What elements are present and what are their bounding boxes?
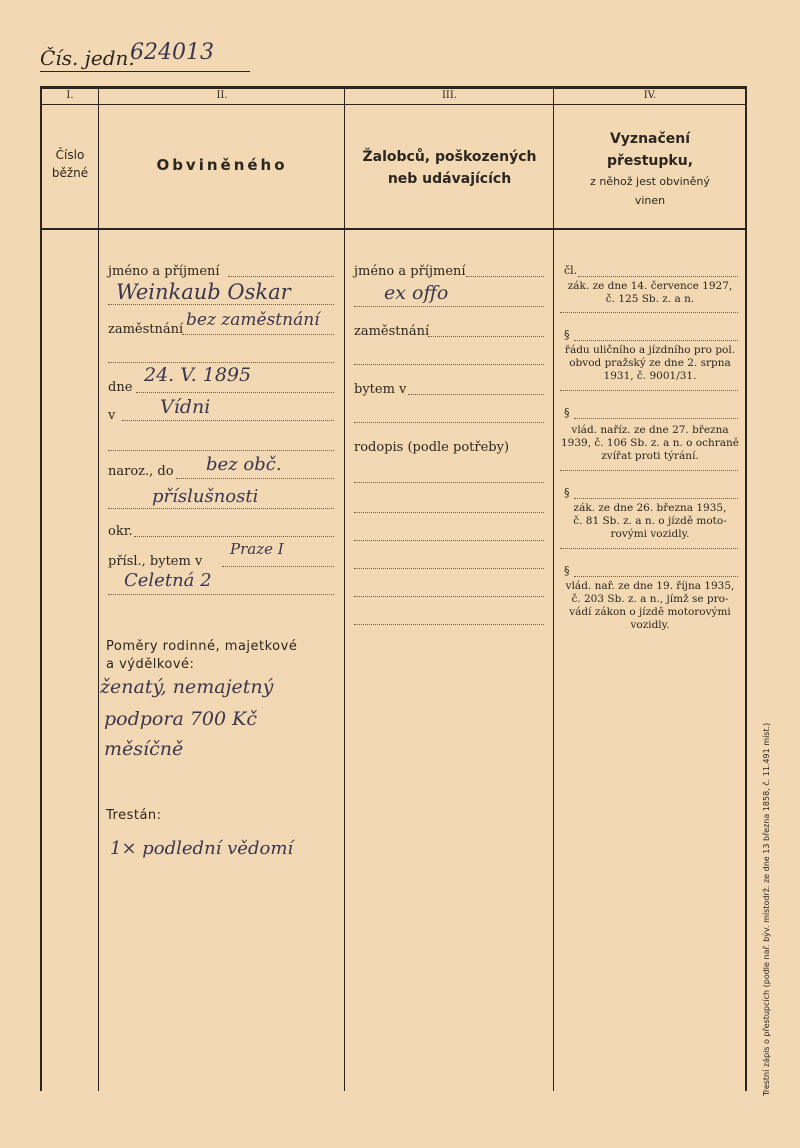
- offence-ref-4: [558, 502, 742, 541]
- offence-ref-2: [558, 344, 742, 383]
- column-3-title-line: Žalobců, poškozených: [362, 149, 537, 165]
- document-number-value: 624013: [130, 40, 214, 65]
- offence-ref-line: č. 203 Sb. z. a n., jímž se pro-: [571, 593, 729, 605]
- offence-section-mark: §: [564, 406, 570, 419]
- column-4-numeral: IV.: [643, 90, 657, 101]
- offence-ref-line: zák. ze dne 14. července 1927,: [567, 280, 733, 292]
- plaintiff-residence-label: bytem v: [354, 382, 407, 397]
- column-1-numeral: I.: [66, 90, 74, 101]
- plaintiff-name-label: jméno a příjmení: [354, 264, 466, 279]
- offence-ref-line: rovými vozidly.: [610, 528, 690, 540]
- accused-family-label-line: a výdělkové:: [106, 657, 195, 672]
- column-4-title-line: vinen: [634, 194, 666, 207]
- accused-place-value: Vídni: [160, 396, 211, 418]
- accused-name-value: Weinkaub Oskar: [116, 280, 291, 304]
- document-number-underline: [40, 71, 250, 72]
- accused-born-value-1: bez obč.: [206, 454, 282, 475]
- offence-ref-line: č. 81 Sb. z. a n. o jízdě moto-: [573, 515, 727, 527]
- column-3-title: [346, 146, 553, 190]
- column-4-title-line: Vyznačení: [609, 131, 691, 147]
- column-3-numeral: III.: [441, 90, 458, 101]
- column-1-title-line: Číslo: [55, 148, 85, 162]
- accused-family-value-2: podpora 700 Kč: [104, 708, 257, 730]
- offence-ref-line: zvířat proti týrání.: [601, 450, 699, 462]
- accused-punished-value: 1× podlední vědomí: [110, 838, 294, 859]
- offence-ref-line: vlád. naříz. ze dne 27. března: [571, 424, 729, 436]
- offence-section-mark: §: [564, 328, 570, 341]
- document-number-label: Čís. jedn.: [40, 46, 135, 70]
- column-2-title: Obviněného: [156, 156, 288, 174]
- offence-ref-line: obvod pražský ze dne 2. srpna: [569, 357, 731, 369]
- column-4-title-line: z něhož jest obviněný: [590, 175, 710, 188]
- offence-section-mark: §: [564, 564, 570, 577]
- offence-section-mark: §: [564, 486, 570, 499]
- accused-residence-value-2: Celetná 2: [124, 570, 212, 591]
- accused-born-label: naroz., do: [108, 464, 174, 479]
- offence-ref-line: vozidly.: [630, 619, 670, 631]
- offence-ref-1: [560, 280, 740, 306]
- offence-article-label: čl.: [564, 264, 578, 277]
- accused-place-label: v: [108, 408, 116, 423]
- accused-district-label: okr.: [108, 524, 133, 539]
- plaintiff-description-label: rodopis (podle potřeby): [354, 440, 510, 455]
- column-4-title-line: přestupku,: [606, 153, 694, 169]
- offence-ref-line: č. 125 Sb. z. a n.: [605, 293, 695, 305]
- offence-ref-line: řádu uličního a jízdního pro pol.: [564, 344, 736, 356]
- side-note-text: Trestní zápis o přestupcích (podle nař. býv. místodrž. ze dne 13 března 1858, č. 11.491 míst.): [762, 722, 771, 1096]
- accused-family-value-1: ženatý, nemajetný: [100, 676, 274, 698]
- plaintiff-occupation-label: zaměstnání: [354, 324, 430, 339]
- offence-ref-5: [558, 580, 742, 632]
- accused-born-value-2: příslušnosti: [152, 486, 259, 507]
- accused-family-label-line: Poměry rodinné, majetkové: [106, 639, 298, 654]
- accused-punished-label: Trestán:: [106, 808, 162, 823]
- document-number: [40, 40, 250, 74]
- accused-family-label: [106, 638, 297, 674]
- accused-date-value: 24. V. 1895: [144, 364, 252, 386]
- plaintiff-name-value: ex offo: [384, 282, 449, 304]
- accused-occupation-label: zaměstnání: [108, 322, 184, 337]
- accused-residence-value-1: Praze I: [230, 540, 284, 558]
- accused-residence-label: přísl., bytem v: [108, 554, 203, 569]
- offence-ref-line: vádí zákon o jízdě motorovými: [569, 606, 731, 618]
- column-1-title-line: běžné: [51, 166, 89, 180]
- accused-date-label: dne: [108, 380, 133, 395]
- offence-ref-line: zák. ze dne 26. března 1935,: [573, 502, 727, 514]
- offence-ref-line: 1939, č. 106 Sb. z. a n. o ochraně: [560, 437, 740, 449]
- accused-occupation-value: bez zaměstnání: [186, 310, 320, 330]
- offence-ref-3: [558, 424, 742, 463]
- column-2-numeral: II.: [216, 90, 228, 101]
- column-1-title: [42, 146, 98, 182]
- offence-ref-line: 1931, č. 9001/31.: [603, 370, 697, 382]
- accused-name-label: jméno a příjmení: [108, 264, 220, 279]
- accused-family-value-3: měsíčně: [104, 738, 184, 760]
- column-3-title-line: neb udávajících: [387, 171, 512, 187]
- column-4-title: [555, 128, 745, 210]
- offence-ref-line: vlád. nař. ze dne 19. října 1935,: [565, 580, 735, 592]
